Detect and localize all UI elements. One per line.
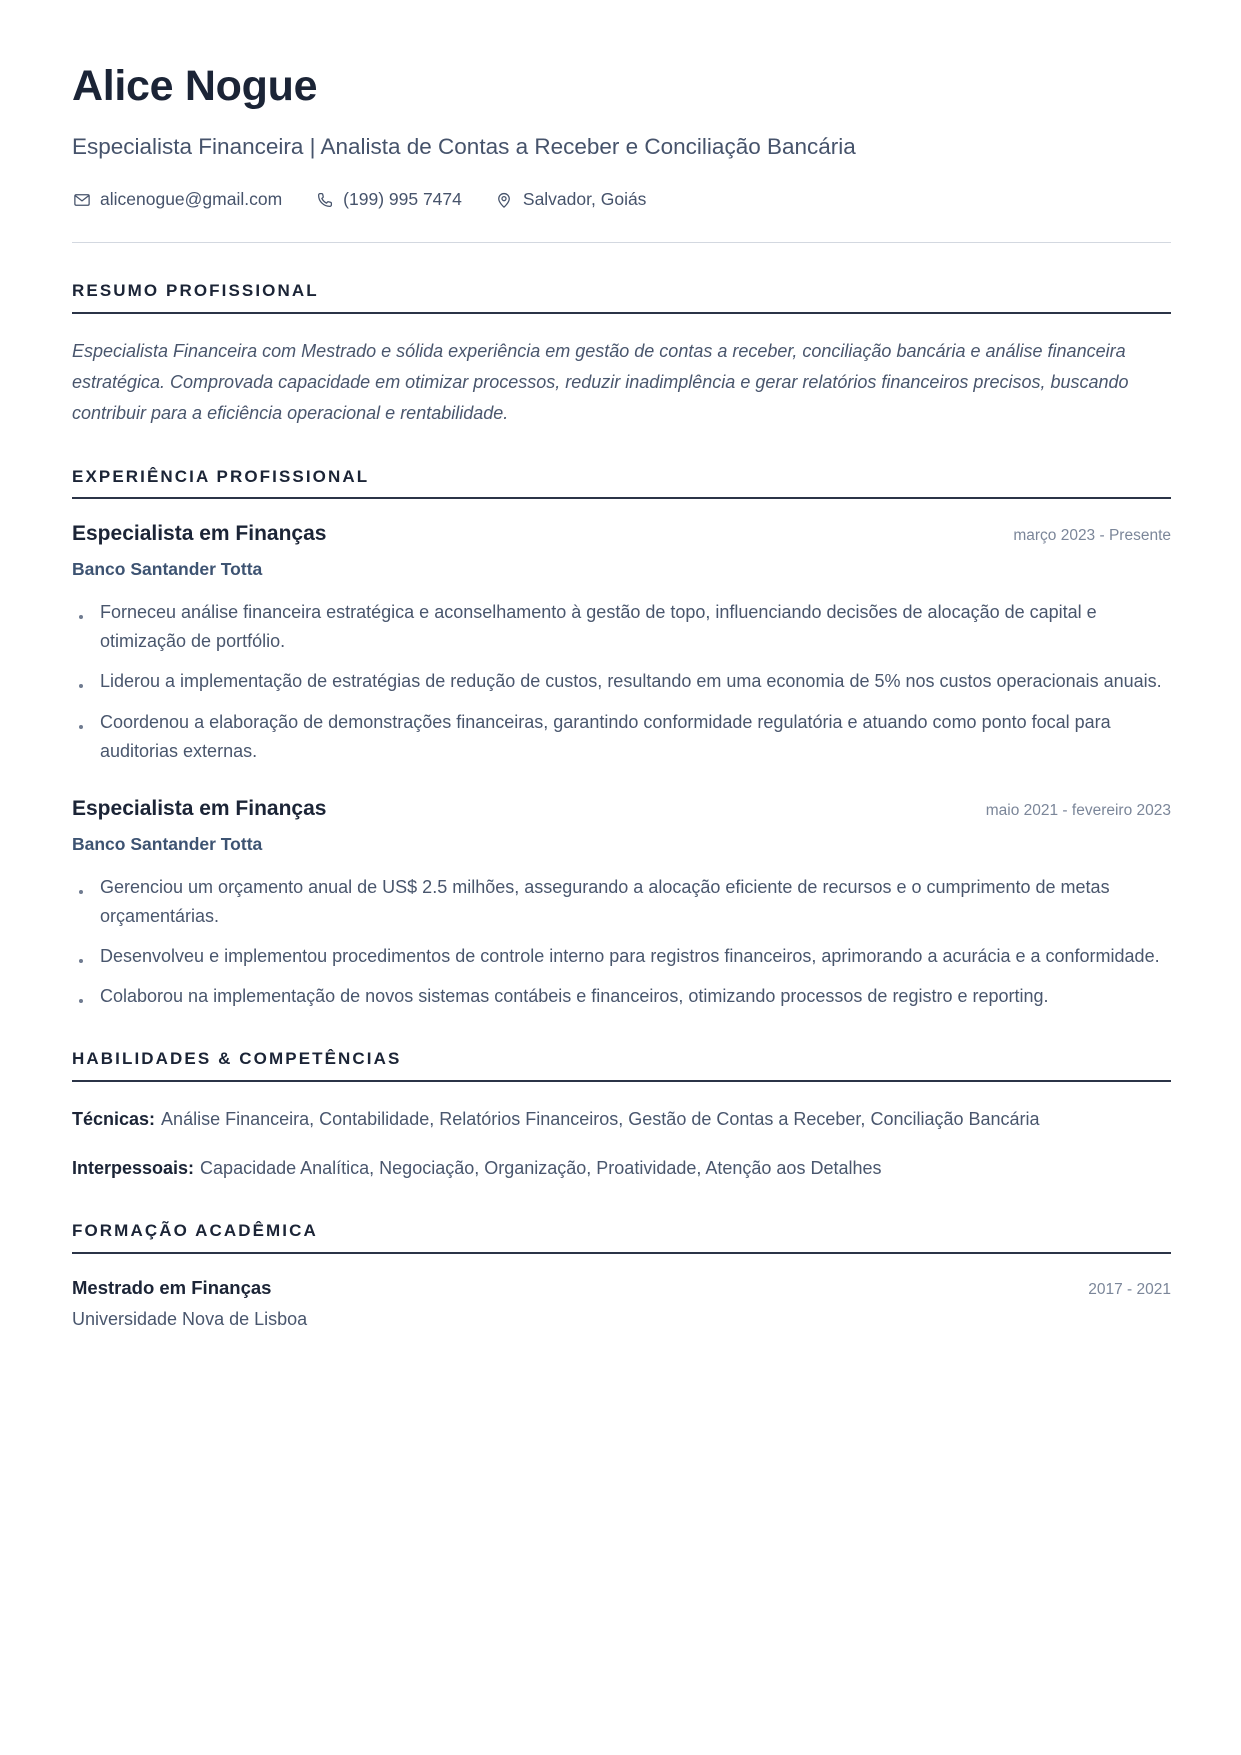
skill-group-label: Interpessoais: bbox=[72, 1158, 195, 1179]
section-rule bbox=[72, 312, 1171, 314]
section-rule bbox=[72, 497, 1171, 499]
experience-item bbox=[72, 521, 1171, 766]
education-school: Universidade Nova de Lisboa bbox=[72, 1308, 308, 1329]
resume-header bbox=[72, 62, 1171, 243]
job-bullet: Forneceu análise financeira estratégica e aconselhamento à gestão de topo, influenciando decisões de alocação de capital e otimização de portfólio. bbox=[72, 598, 1171, 656]
header-divider bbox=[72, 242, 1171, 243]
location-pin-icon bbox=[495, 190, 514, 209]
job-bullet: Liderou a implementação de estratégias de redução de custos, resultando em uma economia de 5% nos custos operacionais anuais. bbox=[72, 667, 1171, 696]
experience-item-head bbox=[72, 521, 1171, 547]
job-bullet: Colaborou na implementação de novos sistemas contábeis e financeiros, otimizando processos de registro e reporting. bbox=[72, 982, 1171, 1011]
job-bullet-list bbox=[72, 873, 1171, 1012]
experience-item bbox=[72, 796, 1171, 1012]
page-title: Alice Nogue bbox=[72, 62, 318, 110]
section-rule bbox=[72, 1252, 1171, 1254]
skill-group-value: Capacidade Analítica, Negociação, Organização, Proatividade, Atenção aos Detalhes bbox=[200, 1158, 882, 1179]
skill-group-value: Análise Financeira, Contabilidade, Relatórios Financeiros, Gestão de Contas a Receber, Conciliação Bancária bbox=[161, 1108, 1040, 1129]
phone-icon bbox=[315, 190, 334, 209]
section-title-skills: HABILIDADES & COMPETÊNCIAS bbox=[72, 1049, 402, 1069]
job-date: maio 2021 - fevereiro 2023 bbox=[985, 801, 1171, 819]
education-date: 2017 - 2021 bbox=[1088, 1280, 1171, 1298]
contact-phone-text: (199) 995 7474 bbox=[343, 189, 462, 210]
contact-location-text: Salvador, Goiás bbox=[522, 189, 647, 210]
job-date: março 2023 - Presente bbox=[1013, 527, 1171, 545]
professional-subtitle: Especialista Financeira | Analista de Contas a Receber e Conciliação Bancária bbox=[72, 134, 856, 160]
education-degree: Mestrado em Finanças bbox=[72, 1276, 272, 1298]
job-title: Especialista em Finanças bbox=[72, 522, 327, 546]
section-education bbox=[72, 1221, 1171, 1332]
section-rule bbox=[72, 1080, 1171, 1082]
job-bullet: Coordenou a elaboração de demonstrações financeiras, garantindo conformidade regulatória e atuando como ponto focal para auditorias externas. bbox=[72, 708, 1171, 766]
job-bullet: Gerenciou um orçamento anual de US$ 2.5 milhões, assegurando a alocação eficiente de recursos e o cumprimento de metas orçamentárias. bbox=[72, 873, 1171, 931]
contact-email[interactable] bbox=[72, 189, 282, 210]
section-summary bbox=[72, 281, 1171, 428]
envelope-icon bbox=[72, 190, 91, 209]
experience-item-head bbox=[72, 796, 1171, 822]
contact-location[interactable] bbox=[495, 189, 647, 210]
section-skills bbox=[72, 1049, 1171, 1183]
section-title-summary: RESUMO PROFISSIONAL bbox=[72, 281, 319, 301]
skill-group-technical bbox=[72, 1104, 1171, 1134]
section-experience bbox=[72, 467, 1171, 1012]
section-title-education: FORMAÇÃO ACADÊMICA bbox=[72, 1221, 318, 1241]
contact-email-text: alicenogue@gmail.com bbox=[100, 189, 283, 210]
job-bullet: Desenvolveu e implementou procedimentos de controle interno para registros financeiros, aprimorando a acurácia e a conformidade. bbox=[72, 942, 1171, 971]
summary-text: Especialista Financeira com Mestrado e sólida experiência em gestão de contas a receber, conciliação bancária e análise financeira estratégica. Comprovada capacidade em otimizar processos, reduzir inadimplência e gerar relatórios financeiros precisos, buscando contribuir para a eficiência operacional e rentabilidade. bbox=[72, 340, 1129, 423]
education-item-left bbox=[72, 1276, 1070, 1332]
job-title: Especialista em Finanças bbox=[72, 796, 327, 820]
job-company: Banco Santander Totta bbox=[72, 559, 263, 580]
contact-phone[interactable] bbox=[315, 189, 462, 210]
contact-row bbox=[72, 189, 1171, 210]
job-company: Banco Santander Totta bbox=[72, 834, 263, 855]
skill-group-label: Técnicas: bbox=[72, 1108, 156, 1129]
skill-group-interpersonal bbox=[72, 1153, 1171, 1183]
job-bullet-list bbox=[72, 598, 1171, 766]
education-item bbox=[72, 1276, 1171, 1332]
section-title-experience: EXPERIÊNCIA PROFISSIONAL bbox=[72, 466, 370, 486]
